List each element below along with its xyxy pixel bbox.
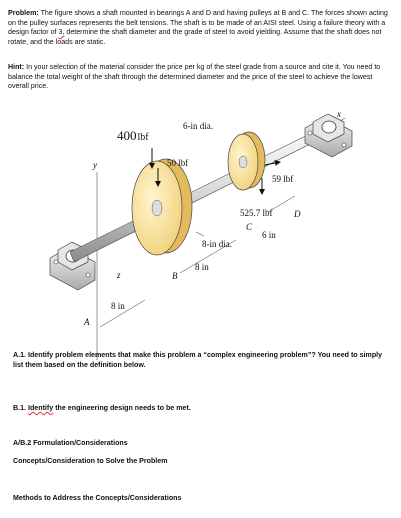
heading-ab2: A/B.2 Formulation/Considerations [13, 439, 128, 447]
label-400-lbf: 400lbf [117, 128, 149, 143]
problem-label: Problem: [8, 9, 39, 17]
bearing-D [305, 114, 352, 157]
label-8in-b: 8 in [111, 301, 125, 311]
label-525-lbf: 525.7 lbf [240, 208, 273, 218]
question-a1: A.1. Identify problem elements that make this problem a “complex engineering problem”? You need to simply list them based on the definition below. [13, 351, 383, 369]
question-b1-word: Identify [27, 404, 54, 412]
label-D: D [294, 209, 301, 219]
label-6in-dia: 6-in dia. [183, 121, 213, 131]
label-8in-a: 8 in [195, 262, 209, 272]
label-C: C [246, 222, 253, 232]
hint-text: In your selection of the material consider the price per kg of the steel grade from a source and cite it. You need to balance the total weight of the shaft through the determined diameter and the price of the steel to achieve the lowest overall price. [8, 63, 381, 91]
problem-text-a: The figure shows a shaft mounted in bearings A and D and having pulleys at B and C. The forces shown acting on the pulley surfaces represents the belt tensions. The shaft is to be made of an AISI steel. Using a failure theory with a design factor of [8, 9, 388, 37]
question-b1 [13, 404, 191, 414]
label-z: z [117, 270, 121, 280]
leader-8in-dia [196, 232, 204, 236]
question-b1-rest: the engineering design needs to be met. [53, 404, 191, 412]
label-50-lbf: 50 lbf [167, 158, 189, 168]
label-59-lbf: 59 lbf [272, 174, 294, 184]
design-factor: 3, [58, 28, 65, 37]
label-x: x [337, 109, 341, 119]
heading-methods: Methods to Address the Concepts/Considerations [13, 494, 182, 502]
label-y: y [93, 160, 97, 170]
problem-text-b: determine the shaft diameter and the grade of steel to avoid yielding. Assume that the shaft does not rotate, and the loads are static. [8, 28, 382, 46]
pulley-C [228, 132, 265, 190]
label-8in-dia: 8-in dia. [202, 239, 232, 249]
hint-label: Hint: [8, 63, 25, 71]
heading-concepts: Concepts/Consideration to Solve the Problem [13, 457, 168, 465]
label-B: B [172, 271, 178, 281]
question-b1-prefix: B.1. [13, 404, 28, 412]
label-A: A [84, 317, 90, 327]
pulley-B [132, 159, 192, 255]
label-6in: 6 in [262, 230, 276, 240]
